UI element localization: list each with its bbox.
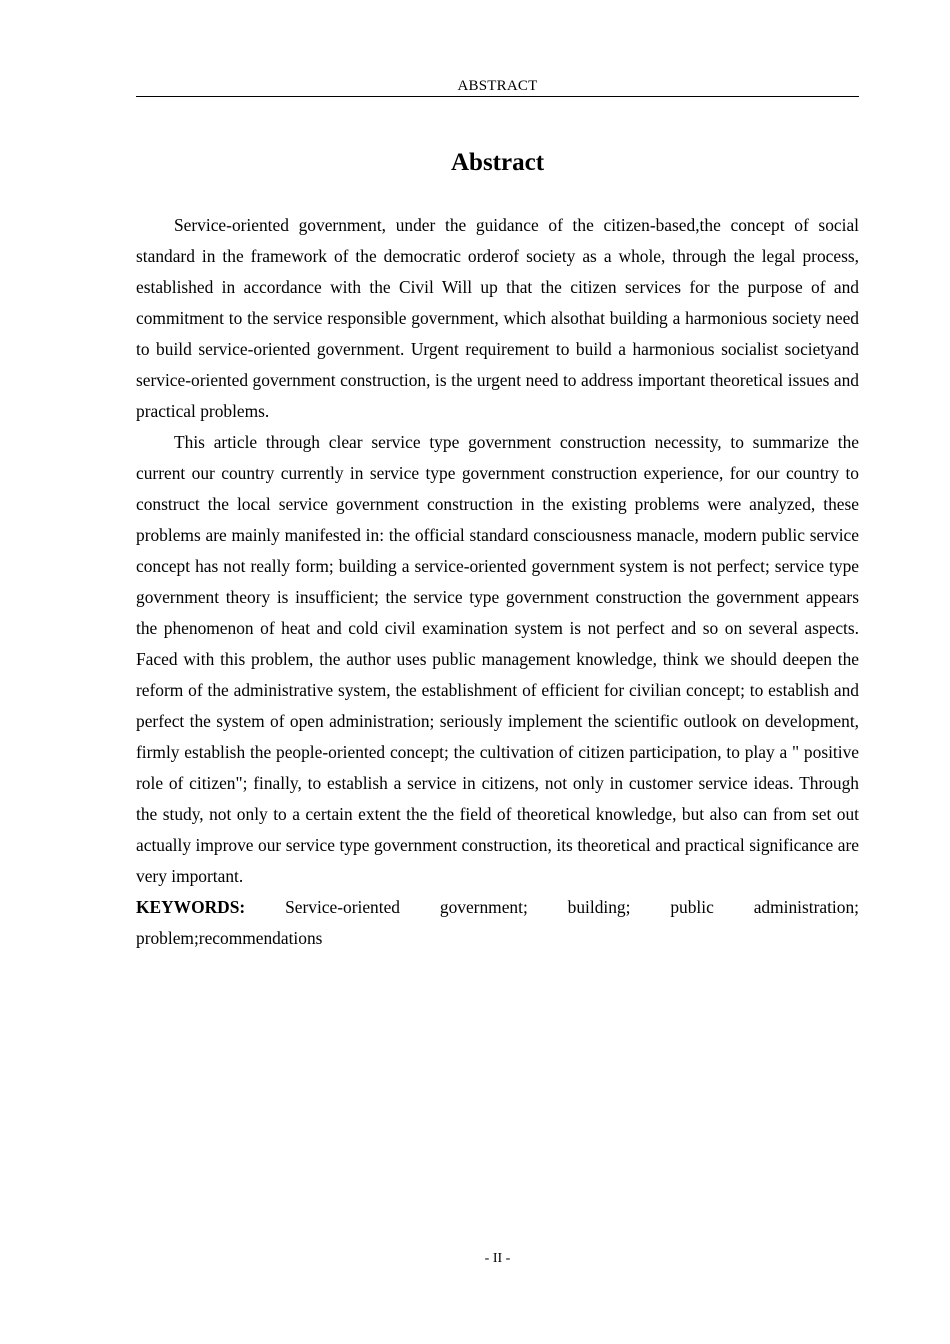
abstract-paragraph-1: Service-oriented government, under the guidance of the citizen-based,the concept of social standard in the framework of the democratic orderof society as a whole, through the legal process, established in accordance with the Civil Will up that the citizen services for the purpose of and commitment to the service responsible government, which alsothat building a harmonious society need to build service-oriented government. Urgent requirement to build a harmonious socialist societyand service-oriented government construction, is the urgent need to address important theoretical issues and practical problems. [136,215,859,421]
page-number: - II - [484,1251,511,1266]
header-rule [136,96,859,97]
keywords-text: Service-oriented government; building; public administration; problem;recommendations [136,897,859,948]
page-title: Abstract [450,149,545,176]
abstract-paragraph-2: This article through clear service type government construction necessity, to summarize the current our country currently in service type government construction experience, for our country to construct the local service government construction in the existing problems were analyzed, these problems are mainly manifested in: the official standard consciousness manacle, modern public service concept has not really form; building a service-oriented government system is not perfect; service type government theory is insufficient; the service type government construction the government appears the phenomenon of heat and cold civil examination system is not perfect and so on several aspects. Faced with this problem, the author uses public management knowledge, think we should deepen the reform of the administrative system, the establishment of efficient for civilian concept; to establish and perfect the system of open administration; seriously implement the scientific outlook on development, firmly establish the people-oriented concept; the cultivation of citizen participation, to play a " positive role of citizen"; finally, to establish a service in citizens, not only in customer service ideas. Through the study, not only to a certain extent the the field of theoretical knowledge, but also can from set out actually improve our service type government construction, its theoretical and practical significance are very important. [136,432,859,886]
keywords-line [136,892,859,954]
abstract-body [136,210,859,954]
running-header: ABSTRACT [457,78,538,94]
keywords-label: KEYWORDS: [136,897,246,917]
